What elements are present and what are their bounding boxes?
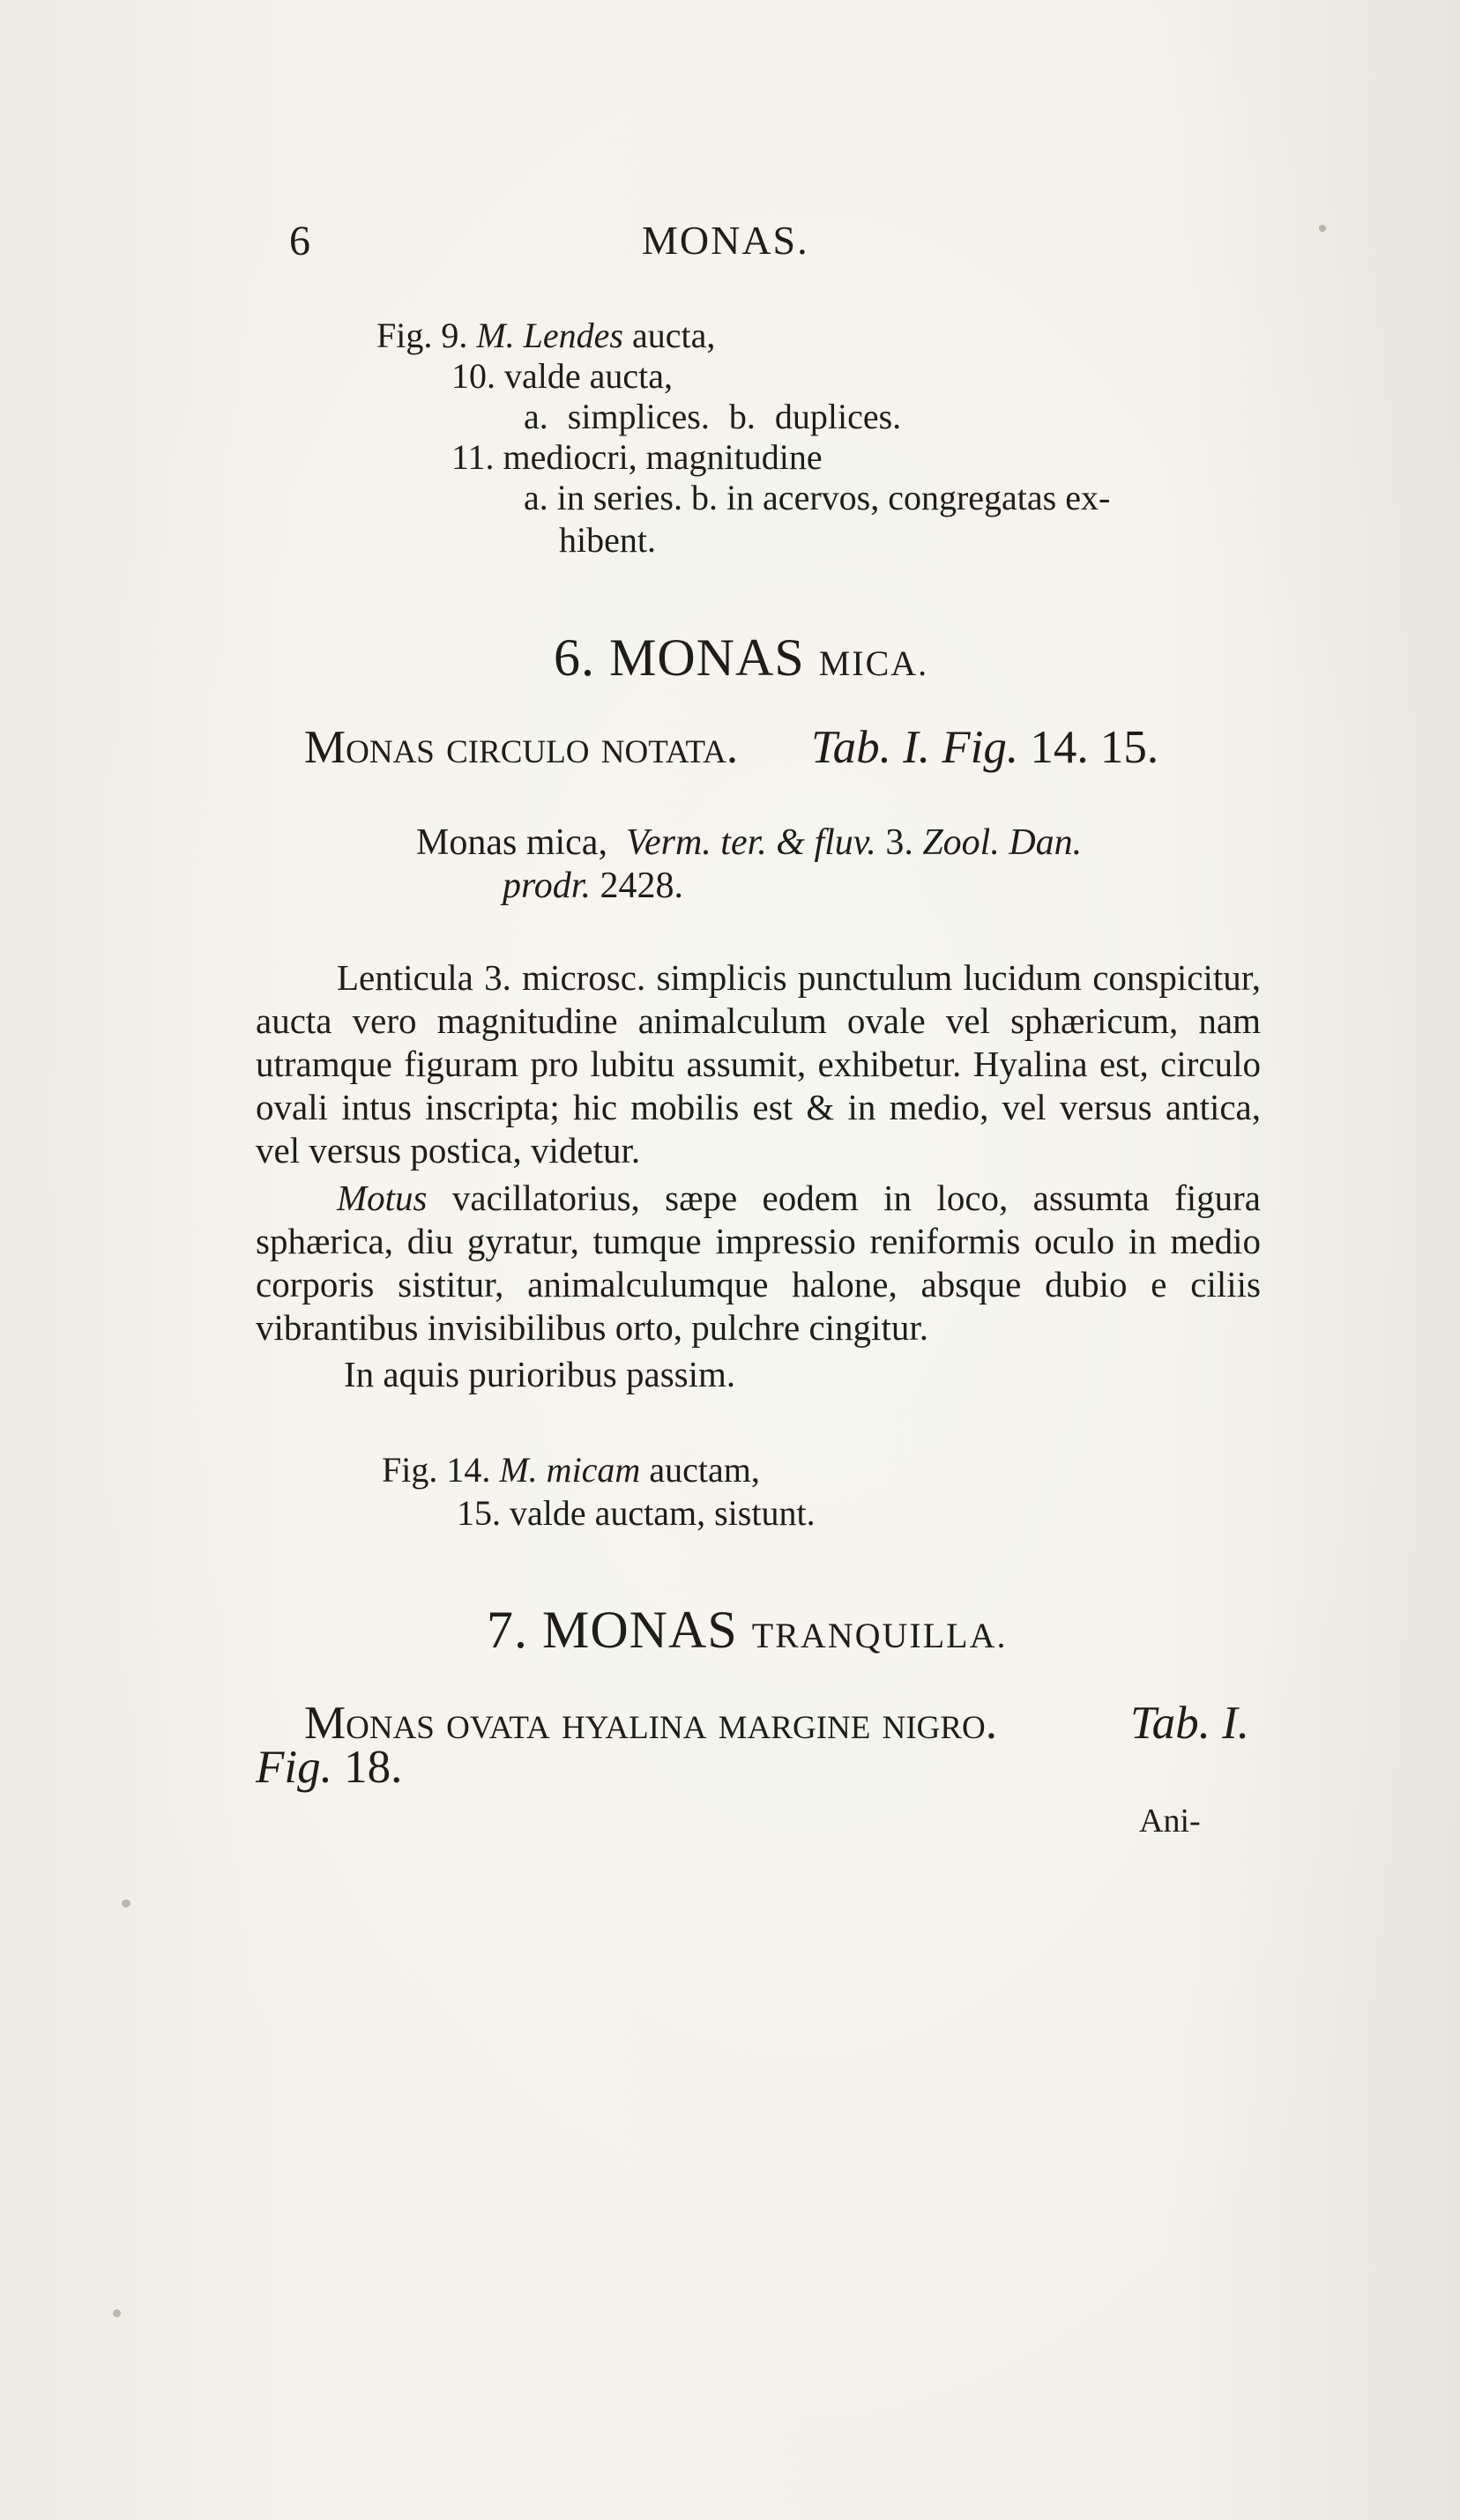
- fig-caption-line: a. in series. b. in acervos, congregatas ex-: [524, 478, 1111, 517]
- figure-number: 18.: [344, 1742, 403, 1793]
- section-title: [487, 1600, 1007, 1661]
- description-paragraph: Lenticula 3. microsc. simplicis punctulum lucidum conspicitur, aucta vero magnitudine animalculum ovale vel sphæricum, nam utramque figuram pro lubitu assumit, exhibetur. Hyalina est, circulo ovali intus inscripta; hic mobilis est & in medio, vel versus antica, vel versus postica, videtur.: [256, 957, 1261, 1171]
- diagnosis-reference: [256, 1741, 402, 1794]
- figure-ref: Fig.: [256, 1742, 332, 1793]
- section-title-main: 7. MONAS: [487, 1601, 738, 1659]
- figure-numbers: 14. 15.: [1030, 722, 1159, 773]
- page-number: 6: [289, 218, 310, 264]
- paper-spot: [1319, 225, 1326, 232]
- section-title-main: 6. MONAS: [554, 628, 805, 687]
- section-title-small: TRANQUILLA.: [751, 1616, 1008, 1655]
- section-title: [554, 628, 928, 688]
- table-ref: Tab. I.: [1130, 1698, 1250, 1749]
- diagnosis-reference: [1130, 1697, 1249, 1750]
- synonym-number-2: 2428.: [600, 866, 683, 906]
- species-name: M. micam: [499, 1450, 641, 1490]
- section-title-small: MICA.: [818, 643, 929, 683]
- diagnosis-reference: [811, 721, 1158, 774]
- species-name: M. Lendes: [476, 316, 623, 355]
- motion-paragraph: [256, 1177, 1261, 1349]
- catchword: Ani-: [1139, 1803, 1201, 1840]
- species-diagnosis: [304, 721, 738, 774]
- paper-spot: [122, 1899, 130, 1907]
- synonym-reference-2: Zool. Dan.: [922, 822, 1083, 863]
- paper-spot: [113, 2309, 121, 2317]
- fig-text: aucta,: [632, 316, 716, 355]
- diagnosis-text: Monas ovata hyalina margine nigro.: [304, 1698, 998, 1749]
- fig-caption-line: [382, 1450, 760, 1490]
- fig-label: Fig.: [382, 1450, 438, 1490]
- fig-caption-line: a. simplices. b. duplices.: [524, 397, 902, 436]
- fig-caption-line: [376, 316, 715, 356]
- fig-label: Fig.: [376, 316, 433, 355]
- running-title: MONAS.: [642, 218, 809, 263]
- synonym-line: [503, 866, 683, 906]
- diagnosis-text: Monas circulo notata.: [304, 722, 739, 773]
- fig-caption-line: 10. valde aucta,: [451, 356, 673, 396]
- synonym-reference-3: prodr.: [503, 866, 591, 906]
- fig-number: 9.: [441, 316, 468, 355]
- fig-text: auctam,: [649, 1450, 760, 1490]
- fig-caption-line: hibent.: [559, 520, 656, 560]
- motus-text: vacillatorius, sæpe eodem in loco, assumta figura sphærica, diu gyratur, tumque impressio reniformis oculo in medio corporis sistitur, animalculumque halone, absque dubio e ciliis vibrantibus invisibilibus orto, pulchre cingitur.: [256, 1178, 1261, 1348]
- synonym-line: [416, 822, 1082, 863]
- fig-caption-line: 11. mediocri, magnitudine: [451, 437, 823, 477]
- motus-lead: Motus: [337, 1178, 428, 1218]
- synonym-number: 3.: [885, 822, 913, 863]
- habitat-line: In aquis purioribus passim.: [344, 1354, 736, 1394]
- table-figure-ref: Tab. I. Fig.: [811, 722, 1019, 773]
- synonym-reference: Verm. ter. & fluv.: [625, 822, 876, 863]
- fig-caption-line: 15. valde auctam, sistunt.: [457, 1493, 816, 1533]
- synonym-name: Monas mica,: [416, 822, 607, 863]
- species-diagnosis: [304, 1697, 997, 1750]
- fig-number: 14.: [446, 1450, 491, 1490]
